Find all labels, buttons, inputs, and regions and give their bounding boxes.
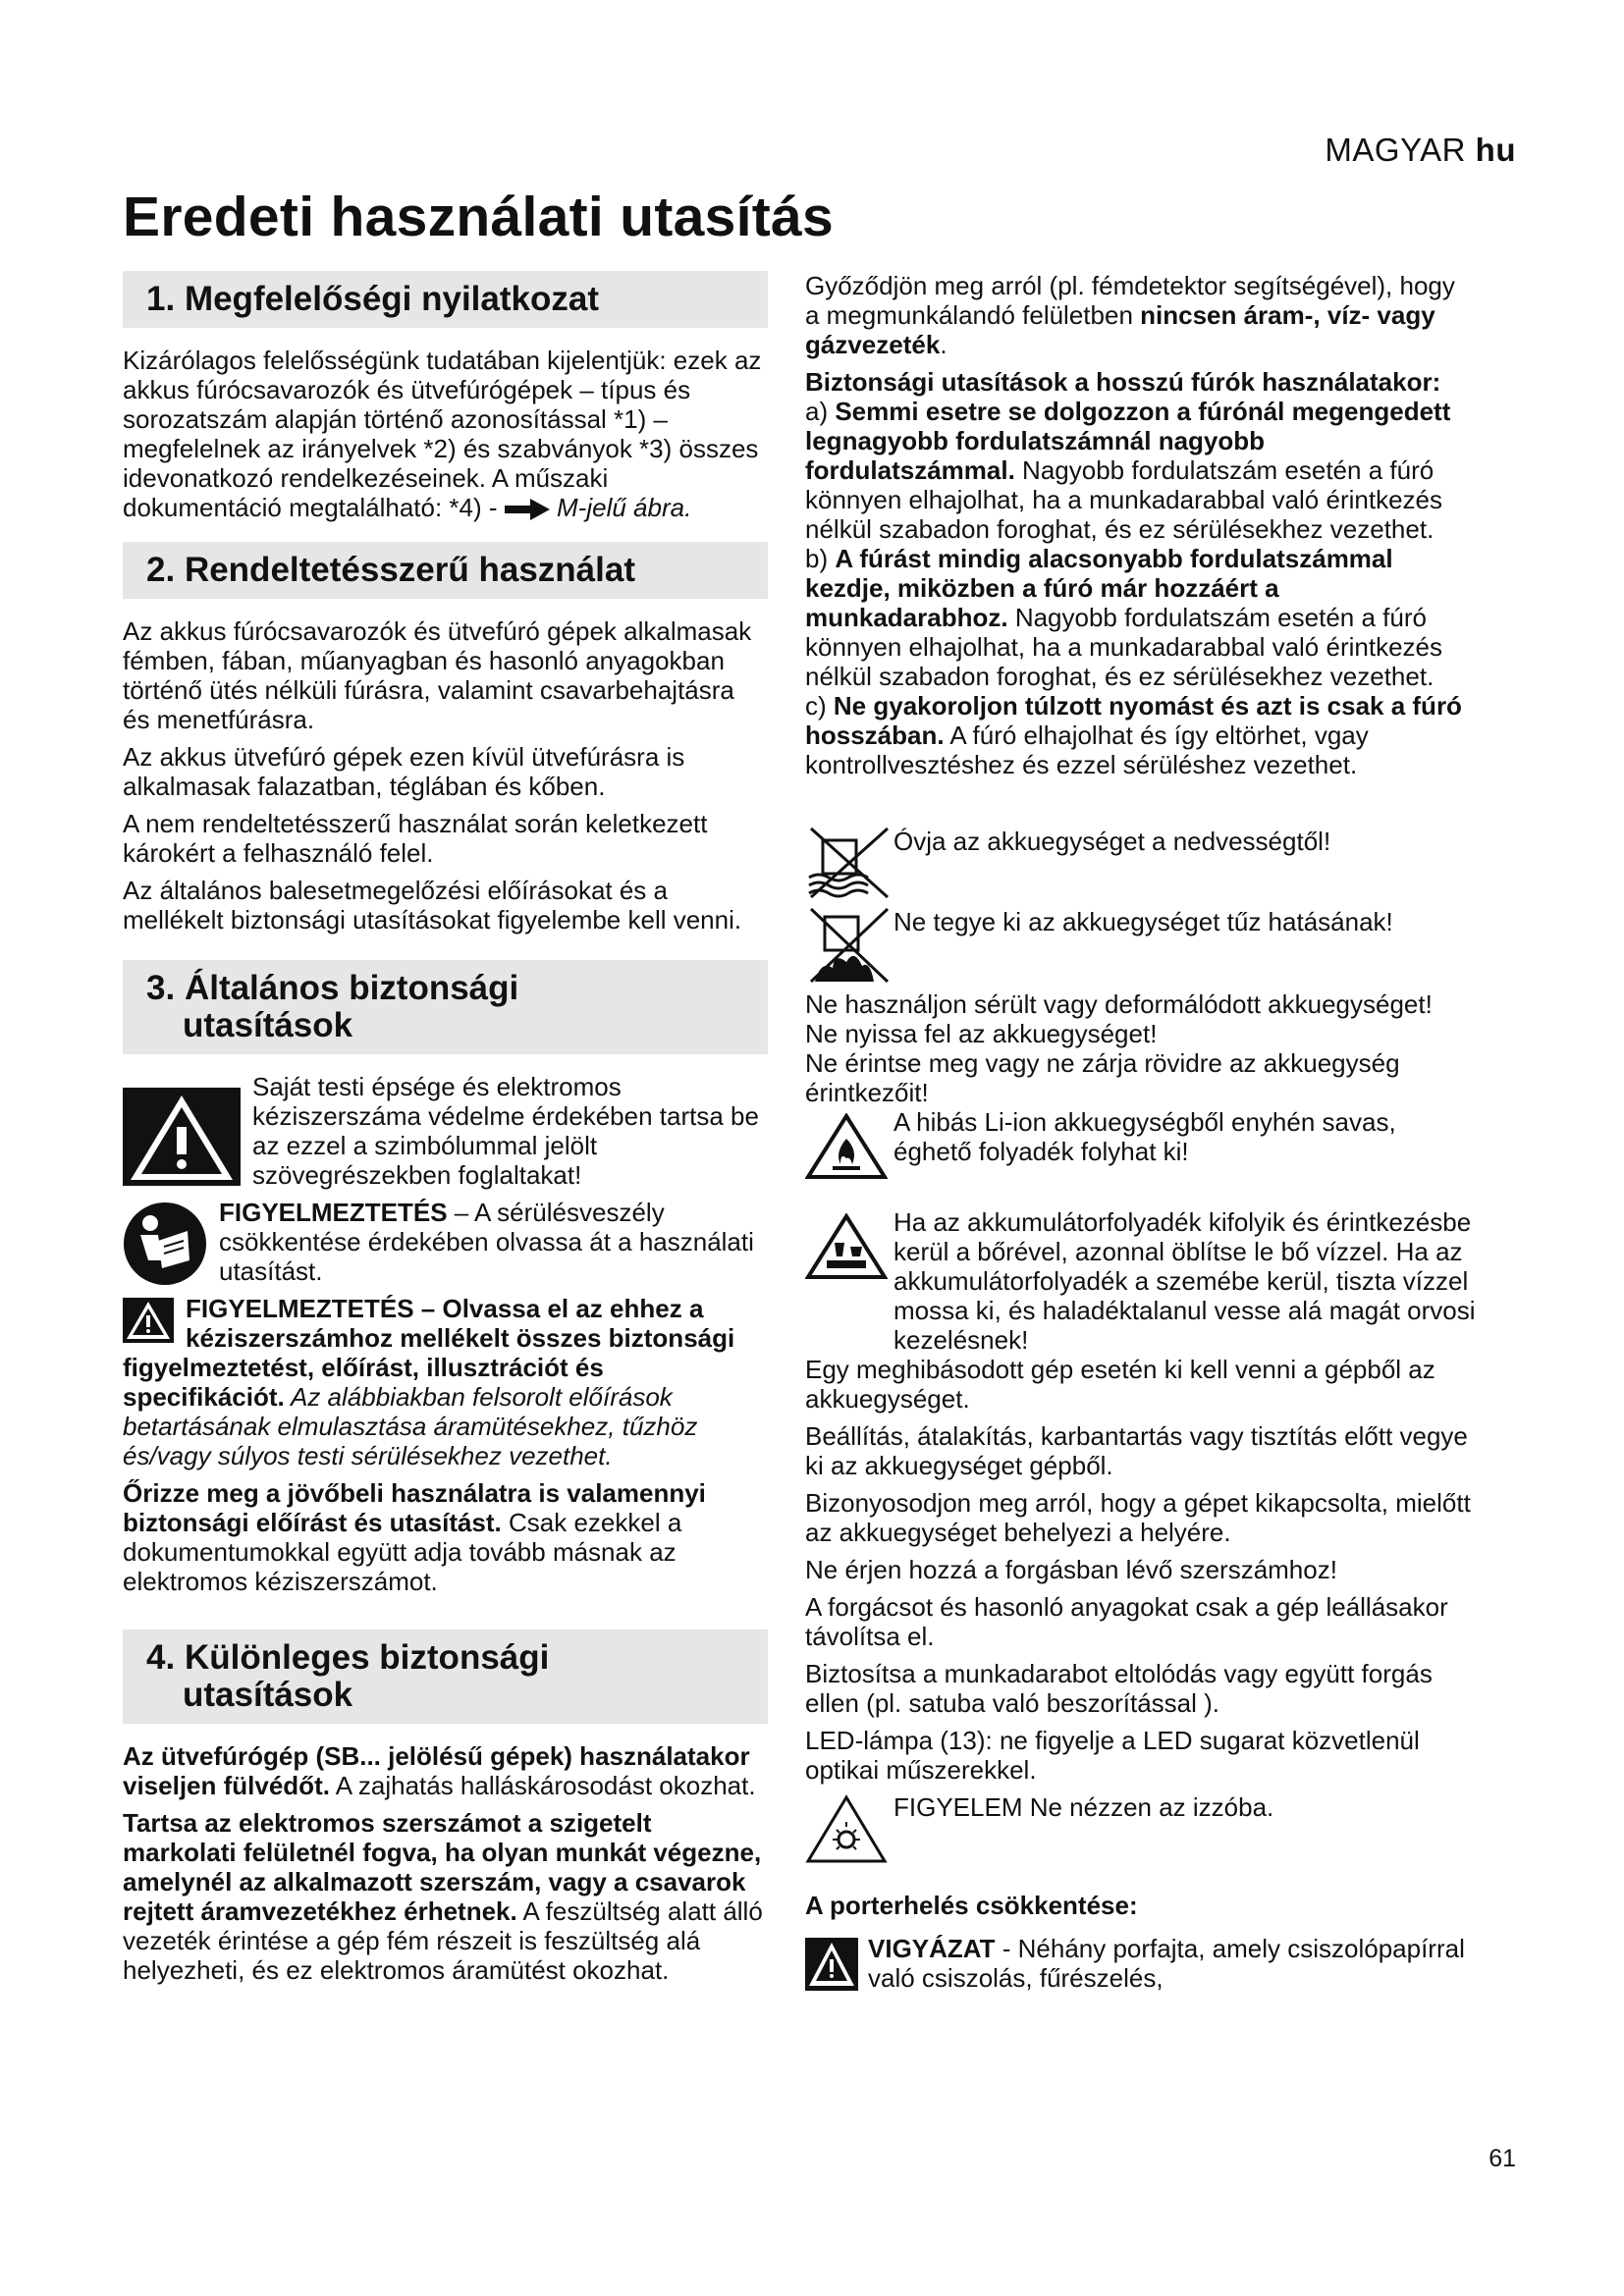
secure-workpiece-text: Biztosítsa a munkadarabot eltolódás vagy együtt forgás ellen (pl. satuba való beszorítással ). <box>805 1659 1433 1718</box>
dust-warning-triangle-icon <box>805 1938 868 1991</box>
section-4-heading: 4. Különleges biztonsági utasítások <box>123 1629 768 1724</box>
section-1-heading: 1. Megfelelőségi nyilatkozat <box>123 271 768 328</box>
warning-triangle-icon <box>123 1088 241 1186</box>
long-drill-item-a: a) Semmi esetre se dolgozzon a fúrónál megengedett legnagyobb fordulatszámnál nagyobb fordulatszámmal. Nagyobb fordulatszám esetén a fúró könnyen elhajolhat, ha a munkadarabbal való érintkezés nélkül szabadon foroghat, és ez sérülésekhez vezethet. <box>805 397 1451 544</box>
keep-instructions-paragraph: Őrizze meg a jövőbeli használatra is valamennyi biztonsági előírást és utasítást. Csak ezekkel a dokumentumokkal együtt adja tovább másnak az elektromos kéziszerszámot. <box>123 1478 706 1596</box>
read-manual-text: FIGYELMEZTETÉS – A sérülésveszély csökkentése érdekében olvassa át a használati utasítást. <box>219 1198 754 1286</box>
rotating-text: Ne érjen hozzá a forgásban lévő szerszámhoz! <box>805 1555 1337 1584</box>
no-water-icon <box>805 823 893 901</box>
general-warning-text: Saját testi épsége és elektromos kéziszerszáma védelme érdekében tartsa be az ezzel a szimbólummal jelölt szövegrészekben foglaltakat! <box>252 1072 759 1190</box>
led-text: LED-lámpa (13): ne figyelje a LED sugarat közvetlenül optikai műszerekkel. <box>805 1726 1420 1785</box>
led-warning-text: FIGYELEM Ne nézzen az izzóba. <box>893 1792 1274 1822</box>
dust-warning-block <box>805 1934 1473 1993</box>
read-manual-block <box>123 1198 768 1286</box>
fire-text: Ne tegye ki az akkuegységet tűz hatásának! <box>893 907 1393 936</box>
liion-text: A hibás Li-ion akkuegységből enyhén savas, éghető folyadék folyhat ki! <box>893 1107 1396 1166</box>
left-column <box>123 271 768 1993</box>
long-drill-heading: Biztonsági utasítások a hosszú fúrók használatakor: <box>805 367 1441 397</box>
general-warning-block <box>123 1072 768 1190</box>
light-warning-icon <box>805 1794 893 1865</box>
short-circuit-text: Ne érintse meg vagy ne zárja rövidre az akkuegység érintkezőit! <box>805 1048 1400 1107</box>
sec1-paragraph: Kizárólagos felelősségünk tudatában kijelentjük: ezek az akkus fúrócsavarozók és ütvefúrógépek – típus és sorozatszám alapján történő azonosítással *1) – megfelelnek az irányelvek *2) és szabványok *3) összes idevonatkozó rendelkezéseinek. A műszaki dokumentáció megtalálható: *4) - M-jelű ábra. <box>123 346 762 522</box>
long-drill-item-c: c) Ne gyakoroljon túlzott nyomást és azt is csak a fúró hosszában. A fúró elhajolhat és így eltörhet, vgay kontrollvesztéshez és ezzel sérüléshez vezethet. <box>805 691 1462 779</box>
adjust-text: Beállítás, átalakítás, karbantartás vagy tisztítás előtt vegye ki az akkuegységet gépből. <box>805 1421 1468 1480</box>
fire-block <box>805 903 1473 986</box>
chips-text: A forgácsot és hasonló anyagokat csak a gép leállásakor távolítsa el. <box>805 1592 1448 1651</box>
moisture-block <box>805 823 1473 901</box>
page-number: 61 <box>1489 2145 1516 2172</box>
dust-warning-text: VIGYÁZAT - Néhány porfajta, amely csiszolópapírral való csiszolás, fűrészelés, <box>868 1934 1465 1993</box>
sec2-paragraph-2: Az akkus ütvefúró gépek ezen kívül ütvefúrásra is alkalmasak falazatban, téglában és kőben. <box>123 742 685 801</box>
detector-paragraph: Győződjön meg arról (pl. fémdetektor segítségével), hogy a megmunkálandó felületben nincsen áram-, víz- vagy gázvezeték. <box>805 271 1455 359</box>
page-title: Eredeti használati utasítás <box>123 186 835 248</box>
all-warnings-paragraph: FIGYELMEZTETÉS – Olvassa el az ehhez a kéziszerszámhoz mellékelt összes biztonsági figyelmeztetést, előírást, illusztrációt és specifikációt. Az alábbiakban felsorolt előírások betartásának elmulasztása áramütésekhez, tűzhöz és/vagy súlyos testi sérülésekhez vezethet. <box>123 1294 735 1470</box>
sec2-paragraph-1: Az akkus fúrócsavarozók és ütvefúró gépek alkalmasak fémben, fában, műanyagban és hasonló anyagokban történő ütés nélküli fúrásra, valamint csavarbehajtásra és menetfúrásra. <box>123 616 752 734</box>
sec2-paragraph-4: Az általános balesetmegelőzési előírásokat és a mellékelt biztonsági utasításokat figyelembe kell venni. <box>123 876 742 934</box>
damaged-battery-text: Ne használjon sérült vagy deformálódott akkuegységet! <box>805 989 1433 1019</box>
sec2-paragraph-3: A nem rendeltetésszerű használat során keletkezett károkért a felhasználó felel. <box>123 809 708 868</box>
no-fire-icon <box>805 903 893 986</box>
read-manual-icon <box>123 1201 211 1286</box>
small-warning-icon <box>123 1298 174 1343</box>
flammable-warning-icon <box>805 1113 893 1180</box>
switched-off-text: Bizonyosodjon meg arról, hogy a gépet kikapcsolta, mielőtt az akkuegységet behelyezi a helyére. <box>805 1488 1471 1547</box>
ear-protection-paragraph: Az ütvefúrógép (SB... jelölésű gépek) használatakor viseljen fülvédőt. A zajhatás halláskárosodást okozhat. <box>123 1741 756 1800</box>
led-warning-block <box>805 1792 1473 1865</box>
open-battery-text: Ne nyissa fel az akkuegységet! <box>805 1019 1158 1048</box>
moisture-text: Óvja az akkuegységet a nedvességtől! <box>893 827 1331 856</box>
electrolyte-block <box>805 1207 1476 1355</box>
header-language: MAGYAR hu <box>1325 132 1516 168</box>
section-3-heading: 3. Általános biztonsági utasítások <box>123 960 768 1054</box>
right-column <box>805 271 1476 1993</box>
insulated-grip-paragraph: Tartsa az elektromos szerszámot a szigetelt markolati felületnél fogva, ha olyan munkát végezne, amelynél az alkalmazott szerszám, vagy a csavarok rejtett áramvezetékhez érhetnek. A feszültség alatt álló vezeték érintése a gép fém részeit is feszültség alá helyezheti, és ez elektromos áramütést okozhat. <box>123 1808 763 1985</box>
liion-block <box>805 1107 1473 1180</box>
long-drill-item-b: b) A fúrást mindig alacsonyabb fordulatszámmal kezdje, miközben a fúró már hozzáért a munkadarabhoz. Nagyobb fordulatszám esetén a fúró könnyen elhajolhat, ha a munkadarabbal való érintkezés nélkül szabadon foroghat, és ez sérülésekhez vezethet. <box>805 544 1442 691</box>
corrosive-warning-icon <box>805 1213 893 1280</box>
arrow-right-icon <box>505 499 550 520</box>
defect-text: Egy meghibásodott gép esetén ki kell venni a gépből az akkuegységet. <box>805 1355 1435 1414</box>
dust-heading: A porterhelés csökkentése: <box>805 1891 1138 1920</box>
section-2-heading: 2. Rendeltetésszerű használat <box>123 542 768 599</box>
electrolyte-text: Ha az akkumulátorfolyadék kifolyik és érintkezésbe kerül a bőrével, azonnal öblítse le bő vízzel. Ha az akkumulátorfolyadék a szemébe kerül, tiszta vízzel mossa ki, és haladéktalanul vesse alá magát orvosi kezelésnek! <box>893 1207 1476 1355</box>
